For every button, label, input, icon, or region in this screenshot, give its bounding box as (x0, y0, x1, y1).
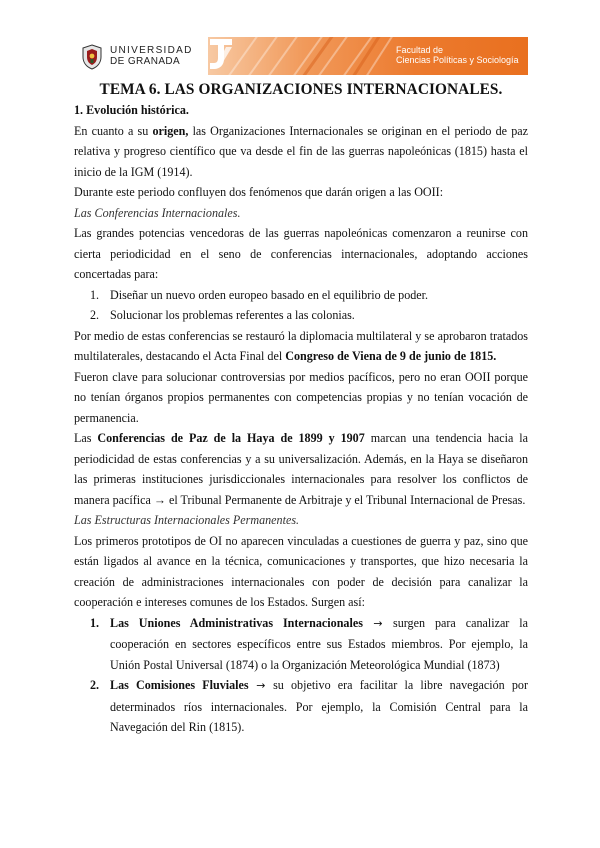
university-crest-icon (80, 44, 104, 70)
list-objectives (74, 285, 528, 326)
university-line-2: DE GRANADA (110, 56, 181, 67)
university-line-1: UNIVERSIDAD (110, 45, 193, 56)
list-number: 1. (90, 287, 100, 302)
bold-term: Las Comisiones Fluviales (110, 678, 249, 692)
page-title: TEMA 6. LAS ORGANIZACIONES INTERNACIONALES. (99, 81, 503, 98)
list-number: 2. (90, 678, 100, 692)
faculty-line-1: Facultad de (396, 45, 444, 55)
text-run: las Organizaciones Internacionales se originan en el periodo de paz relativa y progreso científico que va desde el fin de las guerras napoleónicas (1815) hasta el inicio de la IGM (1914). (74, 123, 528, 179)
faculty-name (396, 45, 519, 65)
bold-term: Congreso de Viena de 9 de junio de 1815. (285, 349, 497, 363)
list-text: su objetivo era facilitar la libre navegación por determinados ríos internacionales. Por ejemplo, la Comisión Central para la Navegación del Rin (1815). (110, 678, 528, 734)
arrow-icon: → (248, 679, 274, 692)
arrow-icon: → (362, 616, 393, 630)
paragraph-controversies: Fueron clave para solucionar controversias por medios pacíficos, pero no eran OOII porque no tenían órganos propios permanentes con competencias propias y no tenían vocación de permanencia. (74, 369, 528, 425)
text-run: En cuanto a su (74, 123, 153, 138)
faculty-line-2: Ciencias Políticas y Sociología (396, 55, 519, 65)
text-run: Por medio de estas conferencias se restauró la diplomacia multilateral y se aprobaron tratados multilaterales, destacando el Acta Final del (74, 328, 528, 363)
paragraph-powers: Las grandes potencias vencedoras de las guerras napoleónicas comenzaron a reunirse con cierta periodicidad en el seno de conferencias internacionales, adoptando acciones concertadas para: (74, 226, 528, 281)
list-text: surgen para canalizar la cooperación en sectores específicos entre sus Estados miembros. Por ejemplo, la Unión Postal Universal (1874) o la Organización Meteorológica Mundial (1873) (110, 615, 529, 672)
paragraph-diplomacy (74, 326, 528, 367)
paragraph-prototypes: Los primeros prototipos de OI no aparecen vinculadas a cuestiones de guerra y paz, sino que están ligados al avance en la técnica, comunicaciones y transportes, que hizo necesaria la creación de administraciones internacionales con poder de decisión para canalizar la cooperación e intereses comunes de los Estados. Surgen así: (74, 533, 528, 609)
subheading-conferences: Las Conferencias Internacionales. (74, 205, 241, 220)
list-item (74, 285, 528, 306)
bold-term: origen, (152, 123, 189, 138)
subheading-structures: Las Estructuras Internacionales Permanentes. (74, 513, 300, 527)
bold-term: Conferencias de Paz de la Haya de 1899 y 1907 (97, 431, 365, 445)
list-item (74, 675, 528, 738)
paragraph-phenomena: Durante este periodo confluyen dos fenómenos que darán origen a las OOII: (74, 185, 444, 199)
list-structures (74, 613, 528, 738)
faculty-logo-icon (208, 37, 234, 71)
university-name (110, 45, 193, 67)
list-number: 2. (90, 308, 100, 322)
paragraph-origin (74, 121, 528, 183)
list-text: Diseñar un nuevo orden europeo basado en el equilibrio de poder. (110, 287, 429, 302)
page-header (0, 0, 600, 82)
text-run: Las (74, 431, 98, 445)
list-item (74, 613, 528, 676)
list-number: 1. (90, 615, 100, 630)
bold-term: Las Uniones Administrativas Internacionales (110, 615, 363, 630)
list-text: Solucionar los problemas referentes a las colonias. (110, 308, 355, 322)
paragraph-hague (74, 428, 528, 510)
faculty-banner (208, 37, 528, 75)
list-item (74, 305, 528, 326)
document-body (74, 81, 528, 738)
text-run: marcan una tendencia hacia la periodicidad de estas conferencias y a su universalización. Además, en la Haya se diseñaron las primeras instituciones jurisdiccionales internacionales para resolver los conflictos de manera pacífica → el Tribunal Permanente de Arbitraje y el Tribunal Internacional de Presas. (74, 431, 529, 507)
section-heading: 1. Evolución histórica. (74, 103, 189, 117)
